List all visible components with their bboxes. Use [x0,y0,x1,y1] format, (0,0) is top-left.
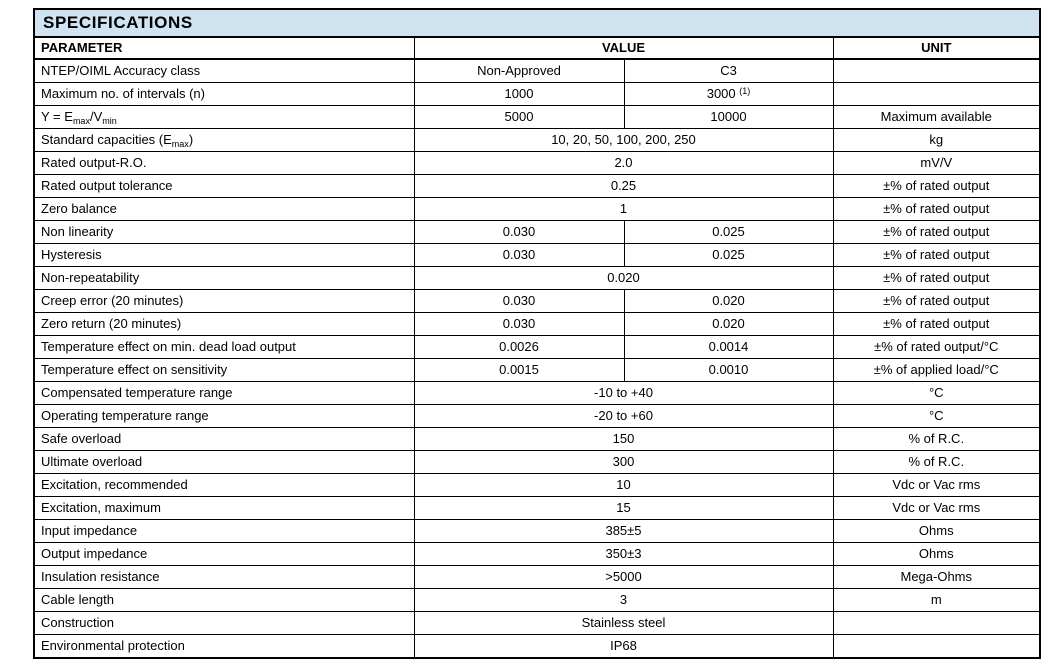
value-cell-2: 0.025 [624,244,833,267]
value-cell-span: 350±3 [414,543,833,566]
unit-cell: Mega-Ohms [833,566,1040,589]
value-cell-2: 0.020 [624,313,833,336]
table-row [34,106,1040,129]
parameter-cell: Hysteresis [34,244,414,267]
unit-cell: ±% of rated output [833,313,1040,336]
unit-cell: ±% of rated output [833,221,1040,244]
unit-cell: mV/V [833,152,1040,175]
table-row [34,59,1040,83]
column-header-value: VALUE [414,37,833,59]
value-cell-span: 300 [414,451,833,474]
value-cell-2: 0.0010 [624,359,833,382]
table-row [34,313,1040,336]
parameter-cell: Compensated temperature range [34,382,414,405]
value-cell-span: 3 [414,589,833,612]
unit-cell [833,83,1040,106]
parameter-cell: Excitation, recommended [34,474,414,497]
unit-cell: ±% of applied load/°C [833,359,1040,382]
column-header-row [34,37,1040,59]
unit-cell: ±% of rated output [833,290,1040,313]
value-cell-span: 1 [414,198,833,221]
table-row [34,244,1040,267]
table-row [34,290,1040,313]
parameter-cell: Excitation, maximum [34,497,414,520]
parameter-cell: $Y = E_{max}/V_{min}$ [34,106,414,129]
table-title: SPECIFICATIONS [34,9,1040,37]
unit-cell: ±% of rated output [833,244,1040,267]
parameter-cell: Operating temperature range [34,405,414,428]
parameter-cell: Environmental protection [34,635,414,659]
parameter-cell: Maximum no. of intervals (n) [34,83,414,106]
value-cell-span: 0.020 [414,267,833,290]
parameter-cell: Rated output tolerance [34,175,414,198]
parameter-cell: Zero return (20 minutes) [34,313,414,336]
unit-cell: Vdc or Vac rms [833,474,1040,497]
table-row [34,221,1040,244]
table-body [34,59,1040,658]
parameter-cell: Safe overload [34,428,414,451]
unit-cell: ±% of rated output/°C [833,336,1040,359]
unit-cell: % of R.C. [833,428,1040,451]
parameter-cell: Non linearity [34,221,414,244]
unit-cell: ±% of rated output [833,175,1040,198]
unit-cell: Ohms [833,520,1040,543]
table-row [34,405,1040,428]
parameter-cell: Construction [34,612,414,635]
table-row [34,543,1040,566]
value-cell-span: 10, 20, 50, 100, 200, 250 [414,129,833,152]
table-row [34,152,1040,175]
parameter-cell: Standard capacities $(E_{max})$ [34,129,414,152]
table-row [34,589,1040,612]
table-row [34,428,1040,451]
unit-cell: Ohms [833,543,1040,566]
value-cell-1: 0.030 [414,313,624,336]
value-cell-span: Stainless steel [414,612,833,635]
unit-cell: % of R.C. [833,451,1040,474]
table-row [34,612,1040,635]
parameter-cell: Temperature effect on sensitivity [34,359,414,382]
parameter-cell: NTEP/OIML Accuracy class [34,59,414,83]
unit-cell: Maximum available [833,106,1040,129]
value-cell-1: 0.030 [414,244,624,267]
table-row [34,359,1040,382]
table-row [34,497,1040,520]
unit-cell: ±% of rated output [833,267,1040,290]
value-cell-1: 0.0015 [414,359,624,382]
value-cell-span: -20 to +60 [414,405,833,428]
parameter-cell: Rated output-R.O. [34,152,414,175]
parameter-cell: Zero balance [34,198,414,221]
value-cell-span: 385±5 [414,520,833,543]
table-row [34,520,1040,543]
table-row [34,175,1040,198]
unit-cell [833,59,1040,83]
table-row [34,566,1040,589]
unit-cell: m [833,589,1040,612]
parameter-cell: Non-repeatability [34,267,414,290]
value-cell-1: 5000 [414,106,624,129]
table-row [34,336,1040,359]
value-cell-1: 1000 [414,83,624,106]
value-cell-span: -10 to +40 [414,382,833,405]
table-row [34,382,1040,405]
value-cell-span: 2.0 [414,152,833,175]
value-cell-2: 10000 [624,106,833,129]
value-cell-span: IP68 [414,635,833,659]
value-cell-span: >5000 [414,566,833,589]
table-row [34,83,1040,106]
unit-cell: ±% of rated output [833,198,1040,221]
parameter-cell: Input impedance [34,520,414,543]
unit-cell: kg [833,129,1040,152]
value-cell-1: Non-Approved [414,59,624,83]
value-cell-2: C3 [624,59,833,83]
unit-cell: Vdc or Vac rms [833,497,1040,520]
unit-cell [833,612,1040,635]
table-row [34,267,1040,290]
specifications-table [33,8,1041,659]
unit-cell: °C [833,405,1040,428]
parameter-cell: Ultimate overload [34,451,414,474]
parameter-cell: Output impedance [34,543,414,566]
parameter-cell: Insulation resistance [34,566,414,589]
value-cell-span: 0.25 [414,175,833,198]
column-header-unit: UNIT [833,37,1040,59]
parameter-cell: Temperature effect on min. dead load output [34,336,414,359]
parameter-cell: Creep error (20 minutes) [34,290,414,313]
value-cell-2: 0.025 [624,221,833,244]
table-row [34,129,1040,152]
value-cell-1: 0.030 [414,290,624,313]
value-cell-2: 0.0014 [624,336,833,359]
value-cell-1: 0.0026 [414,336,624,359]
parameter-cell: Cable length [34,589,414,612]
table-row [34,451,1040,474]
table-row [34,474,1040,497]
unit-cell: °C [833,382,1040,405]
column-header-parameter: PARAMETER [34,37,414,59]
table-row [34,635,1040,659]
table-title-row [34,9,1040,37]
table-row [34,198,1040,221]
value-cell-2: 0.020 [624,290,833,313]
value-cell-2: 3000 $^{(1)}$ [624,83,833,106]
value-cell-1: 0.030 [414,221,624,244]
value-cell-span: 10 [414,474,833,497]
unit-cell [833,635,1040,659]
value-cell-span: 150 [414,428,833,451]
value-cell-span: 15 [414,497,833,520]
